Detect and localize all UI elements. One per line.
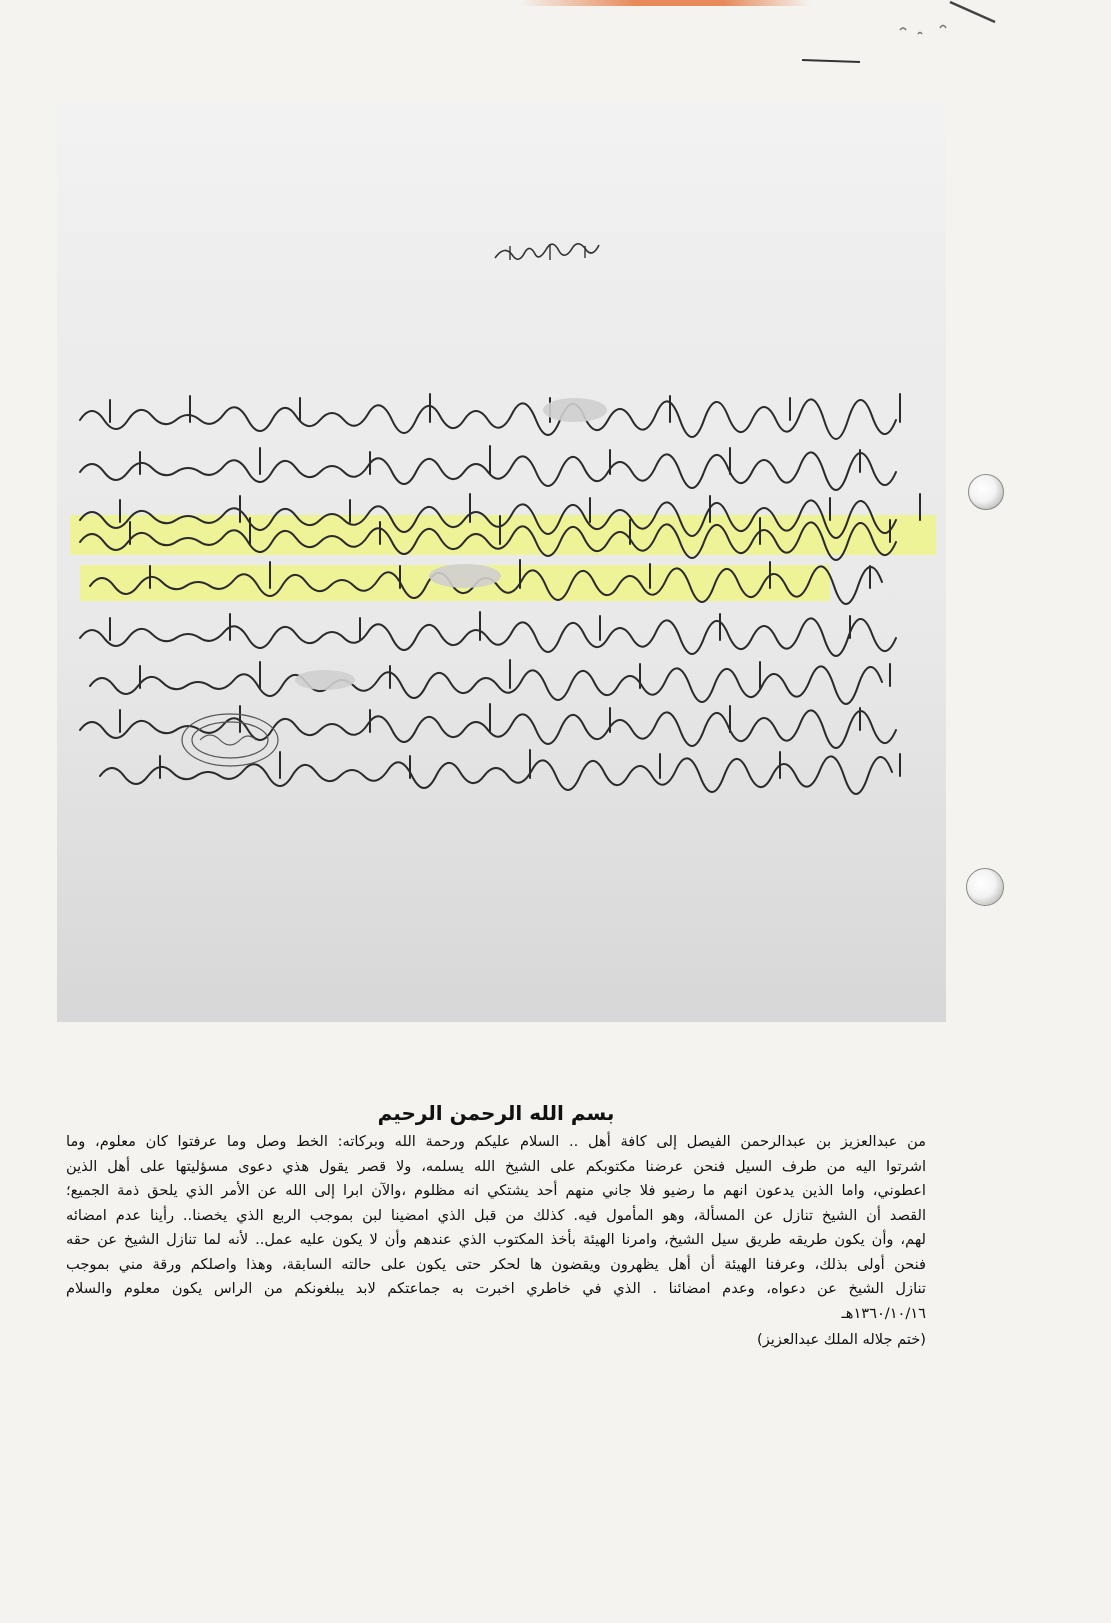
transcription-line: القصد أن الشيخ تنازل عن المسألة، وهو المأمول فيه. كذلك من قبل الذي امضينا لبن بموجب الربع الذي يخصنا.. رأينا عدم امضائه [66,1206,926,1224]
corner-pen-marks [800,0,1000,70]
handwritten-letter-body [70,380,940,800]
letter-date: ١٣٦٠/١٠/١٦هـ [841,1304,926,1322]
transcription-line: فنحن أولى بذلك، وعرفنا الهيئة أن أهل يظهرون ويقضون ها لحكر حتى يكون على حالته السابقة، وهذا واصلكم ورقة مني بموجب [66,1255,926,1273]
seal-note: (ختم جلاله الملك عبدالعزيز) [757,1331,926,1348]
transcription-line: من عبدالعزيز بن عبدالرحمن الفيصل إلى كافة أهل .. السلام عليكم ورحمة الله وبركاته: الخط وصل وما عرفتوا كان معلوم، وما [66,1133,926,1150]
printed-transcription [66,1098,926,1353]
punch-hole-upper [968,474,1004,510]
handwritten-basmala [490,238,610,268]
punch-hole-lower [966,868,1004,906]
transcription-line: اشرتوا اليه من طرف السيل فنحن عرضنا مكتوبكم على الشيخ الله يسلمه، ولا قصر يقول هذي دعوى مسؤليتها على أهل الذين [66,1157,926,1175]
transcription-title: بسم الله الرحمن الرحيم [377,1101,615,1125]
top-color-strip [520,0,810,6]
transcription-line: اعطوني، واما الذين يدعون انهم ما رضيو فلا جاني منهم أحد يشتكي انه مظلوم ،والآن ابرا إلى الله عن الأمر الذي يلحق ذمة الجميع؛ [66,1182,926,1199]
transcription-line: لهم، وأن يكون طريقه طريق سيل الشيخ، وامرنا الهيئة بأخذ المكتوب الذي عندهم وأن لا يكون عليه عمل.. لأنه لما تنازل الشيخ عن حقه [66,1231,926,1248]
transcription-line: تنازل الشيخ عن دعواه، وعدم امضائنا . الذي في خاطري اخبرت به جماعتكم لابد يبلغونكم من الراس يكون معلوم والسلام [66,1280,926,1297]
